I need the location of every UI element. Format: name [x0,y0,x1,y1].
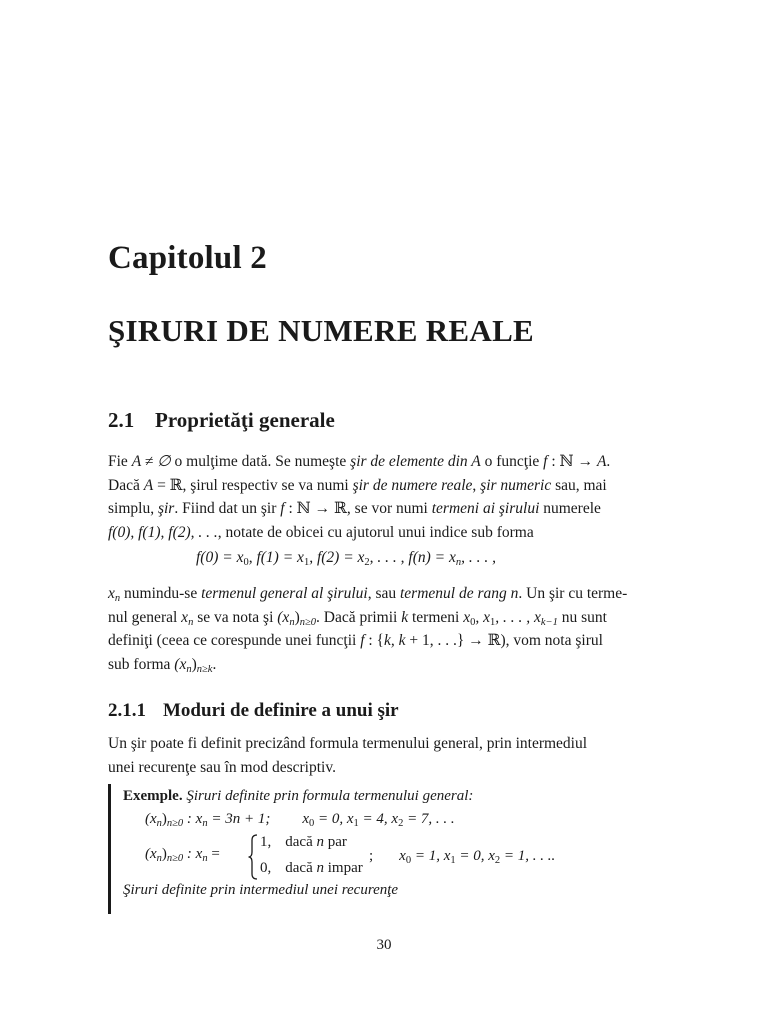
text-run: Fie [108,453,132,470]
math-run: k [401,608,409,626]
math-run: = 7, . . . [403,811,455,827]
text-run: , notate de obicei cu ajutorul unui indice sub forma [217,523,534,541]
text-run: simplu, [108,500,158,517]
text-run: impar [323,860,363,876]
subscript: n [156,818,162,829]
math-run: = [207,846,220,862]
paragraph-line [108,521,641,545]
example-recurrence-heading: Şiruri definite prin intermediul unei recurenţe [123,882,399,898]
subscript: 0 [243,557,249,568]
text-run: o mulţime dată. Se numeşte [170,453,351,470]
subscript: n≥k [196,663,213,675]
text-run: numerele [539,500,601,517]
paragraph-line [108,629,641,653]
example-bar [108,784,111,914]
case-condition [285,834,347,850]
subscript: 2 [494,855,501,866]
math-run: = 4, x [358,811,399,827]
text-run: = ℝ, şirul respectiv se va numi [153,476,353,494]
case-condition [285,860,362,876]
math-run: n [316,834,324,850]
math-run: f [280,500,285,517]
math-run: k, k [384,632,406,649]
example-block [108,782,648,915]
subscript: n [156,853,162,864]
subscript: 1 [490,616,496,628]
text-run: + 1, . . .} → ℝ), vom nota şirul [405,632,603,649]
math-run: f(0) = x [196,549,244,566]
text-run: . Fiind dat un şir [174,500,281,517]
example-formula-2-lhs [145,846,220,863]
emphasis-run: termenul de rang n [400,585,519,602]
math-run: A ≠ ∅ [131,453,171,470]
example-formula-2-rhs [369,848,555,865]
chapter-title: ŞIRURI DE NUMERE REALE [108,313,535,348]
paragraph-line [108,732,641,756]
math-run: = 0, x [314,811,354,827]
text-run: . [606,453,611,470]
paragraph-line [108,582,641,606]
math-run: , . . . , x [495,608,541,626]
subscript: 1 [303,557,310,568]
display-equation [196,549,496,567]
text-run: sau, mai [551,476,607,494]
math-run: (x [145,846,157,862]
math-run: = 1, . . .. [500,848,556,864]
text-run: termeni [408,608,464,626]
text-run: ; [369,848,374,864]
text-run: . Dacă primii [316,608,402,626]
math-run: x [181,608,189,626]
initial-terms [399,848,555,864]
subscript: k−1 [540,616,558,628]
text-run: unei recurenţe sau în mod descriptiv. [108,758,336,776]
subscript: n [188,616,194,628]
subscript: n [455,557,462,568]
subscript: n [186,663,192,675]
math-run: A [143,476,154,494]
example-subtitle: Şiruri definite prin formula termenului general: [182,788,474,804]
paragraph-line [108,497,641,521]
chapter-label: Capitolul 2 [108,240,267,276]
math-run: = 0, x [455,848,495,864]
text-run: definiţi (ceea ce corespunde unei funcţii [108,632,361,649]
math-run: , f(2) = x [309,549,365,566]
math-run: n [316,860,324,876]
paragraph-definition-modes [108,732,641,779]
subscript: 0 [405,855,412,866]
example-label: Exemple. [123,788,183,804]
paragraph-line [108,653,641,677]
section-heading [108,408,335,433]
text-run: . [212,655,217,673]
math-run: (x [145,811,157,827]
text-run: nul general [108,608,182,626]
math-run: f [543,453,548,470]
math-run: x [302,811,309,827]
piecewise-case-2 [260,860,363,877]
subscript: n≥0 [299,616,316,628]
emphasis-run: termenul general al şirului [201,585,368,602]
math-run: f(0), f(1), f(2), . . . [108,523,218,541]
subsection-title: Moduri de definire a unui şir [163,700,399,721]
math-run: = 3n + 1; [207,811,271,827]
paragraph-general-term [108,582,641,676]
subscript: n≥0 [166,853,184,864]
subscript: 2 [398,818,404,829]
subscript: 1 [353,818,359,829]
math-run: , . . . , f(n) = x [369,549,456,566]
math-run: : ℕ → [547,453,597,470]
subscript: 0 [470,616,476,628]
math-run: , x [475,608,490,626]
subsection-heading [108,700,399,722]
text-run: se va nota şi [193,608,278,626]
math-run: (x [174,655,187,673]
math-run: ) [161,846,167,862]
math-run: : x [183,846,203,862]
example-heading [123,788,473,805]
text-run: , sau [367,585,400,602]
emphasis-run: şir numeric [480,476,552,494]
math-run: (x [277,608,290,626]
subscript: n [114,593,121,604]
piecewise-case-1 [260,834,347,851]
case-value: 0, [260,860,272,876]
text-run: o funcţie [480,453,544,470]
text-run: dacă [285,834,317,850]
emphasis-run: şir [157,500,175,517]
text-run: Dacă [108,476,144,494]
section-number: 2.1 [108,408,135,432]
math-run: A [596,453,607,470]
text-run: Un şir poate fi definit precizând formula termenului general, prin intermediul [108,735,588,752]
subscript: n [202,818,208,829]
subscript: n [202,853,208,864]
text-run: dacă [285,860,317,876]
math-run: : { [364,632,384,649]
math-run: , . . . , [461,549,496,566]
text-run: par [323,834,347,850]
text-run: nu sunt [557,608,607,626]
math-run: ) [294,608,300,626]
subscript: 0 [309,818,315,829]
math-run: : ℕ → ℝ, se vor numi [284,500,432,517]
math-run: , f(1) = x [248,549,304,566]
math-run: : x [183,811,203,827]
paragraph-line [108,474,641,498]
math-run: x [463,608,471,626]
math-run: f [360,632,365,649]
subscript: 2 [364,557,370,568]
math-run: ) [161,811,167,827]
curly-brace-icon [248,834,258,880]
emphasis-run: şir de numere reale [352,476,473,494]
emphasis-run: termeni ai şirului [431,500,540,517]
paragraph-line [108,606,641,630]
text-run: . Un şir cu terme- [518,585,628,602]
subscript: n≥0 [166,818,184,829]
case-value: 1, [260,834,272,850]
section-title: Proprietăţi generale [155,408,335,432]
text-run: numindu-se [120,585,202,602]
paragraph-line [108,756,641,780]
subscript: n [289,616,295,628]
text-run: sub forma [108,655,175,673]
emphasis-run: şir de elemente din A [350,453,481,470]
paragraph-definition [108,450,641,544]
text-run: , [472,476,481,494]
subscript: 1 [450,855,456,866]
math-run: ) [191,655,197,673]
math-run: = 1, x [411,848,451,864]
math-run: x [108,585,115,602]
example-formula-1 [145,811,455,828]
subsection-number: 2.1.1 [108,700,146,721]
math-run: x [399,848,406,864]
page-number: 30 [376,937,392,953]
paragraph-line [108,450,641,474]
